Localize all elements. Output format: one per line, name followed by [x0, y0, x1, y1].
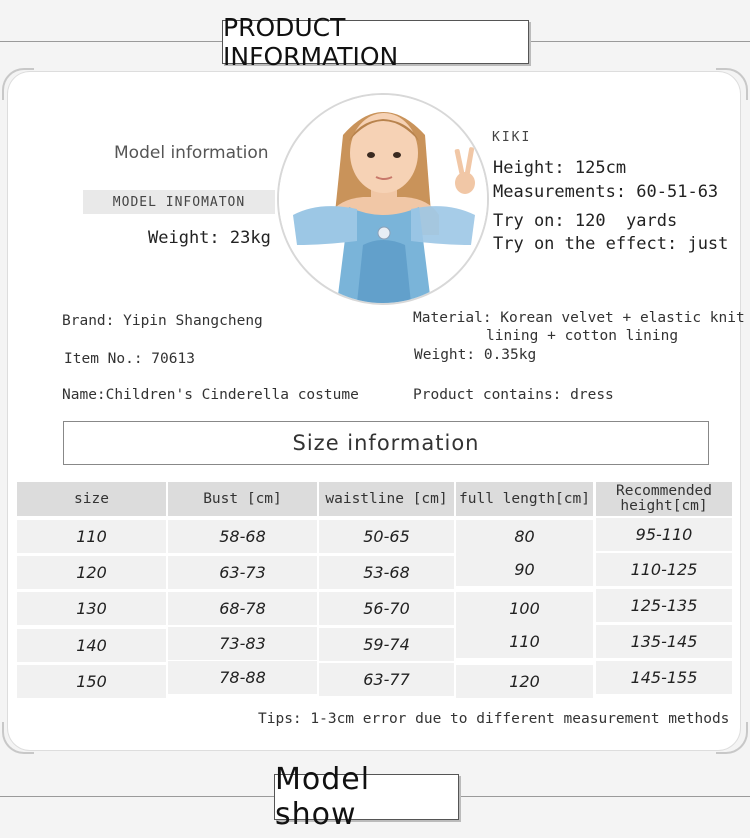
table-cell: 63-73	[168, 556, 317, 589]
model-try-effect: Try on the effect: just	[493, 234, 729, 254]
material-line-2: lining + cotton lining	[486, 328, 679, 344]
model-name: KIKI	[492, 130, 532, 145]
model-information-label: Model information	[114, 143, 269, 163]
table-cell: 73-83	[168, 627, 317, 660]
model-infomaton-label: MODEL INFOMATON	[83, 190, 275, 214]
model-photo	[277, 93, 489, 305]
corner-ornament	[2, 68, 34, 100]
table-cell: 50-65	[319, 520, 454, 553]
product-weight: Weight: 0.35kg	[414, 347, 537, 363]
table-header-bust: Bust [cm]	[168, 482, 317, 516]
table-cell: 130	[17, 592, 166, 625]
table-cell: 95-110	[596, 518, 732, 551]
table-cell: 53-68	[319, 556, 454, 589]
brand: Brand: Yipin Shangcheng	[62, 313, 263, 329]
item-number: Item No.: 70613	[64, 351, 195, 367]
table-cell: 56-70	[319, 592, 454, 625]
product-contains: Product contains: dress	[413, 387, 614, 403]
table-cell: 80	[456, 520, 593, 553]
size-information-title: Size information	[63, 421, 709, 465]
table-cell: 150	[17, 665, 166, 698]
table-cell: 100	[456, 592, 593, 625]
table-header-waistline: waistline [cm]	[319, 482, 454, 516]
model-height: Height: 125cm	[493, 158, 627, 178]
table-header-size: size	[17, 482, 166, 516]
measurement-tips: Tips: 1-3cm error due to different measurement methods	[258, 711, 730, 727]
model-show-title: Model show	[274, 774, 459, 820]
table-header-full-length: full length[cm]	[456, 482, 593, 516]
table-cell: 59-74	[319, 628, 454, 661]
table-cell: 125-135	[596, 589, 732, 622]
table-cell: 110-125	[596, 553, 732, 586]
table-cell: 120	[456, 665, 593, 698]
model-weight: Weight: 23kg	[148, 228, 271, 248]
table-cell: 68-78	[168, 592, 317, 625]
table-cell: 63-77	[319, 663, 454, 696]
table-cell: 110	[456, 625, 593, 658]
material-line-1: Material: Korean velvet + elastic knit	[413, 310, 745, 326]
table-cell: 78-88	[168, 661, 317, 694]
table-cell: 140	[17, 629, 166, 662]
corner-ornament	[716, 68, 748, 100]
table-cell: 90	[456, 553, 593, 586]
table-cell: 58-68	[168, 520, 317, 553]
table-cell: 145-155	[596, 661, 732, 694]
table-cell: 110	[17, 520, 166, 553]
model-try-on: Try on: 120 yards	[493, 211, 678, 231]
table-cell: 120	[17, 556, 166, 589]
product-information-title: PRODUCT INFORMATION	[222, 20, 529, 64]
model-measurements: Measurements: 60-51-63	[493, 182, 719, 202]
table-cell: 135-145	[596, 625, 732, 658]
product-name: Name:Children's Cinderella costume	[62, 387, 359, 403]
corner-ornament	[2, 722, 34, 754]
girl-in-dress-illustration	[279, 95, 487, 303]
table-header-recommended-height: Recommended height[cm]	[596, 482, 732, 516]
